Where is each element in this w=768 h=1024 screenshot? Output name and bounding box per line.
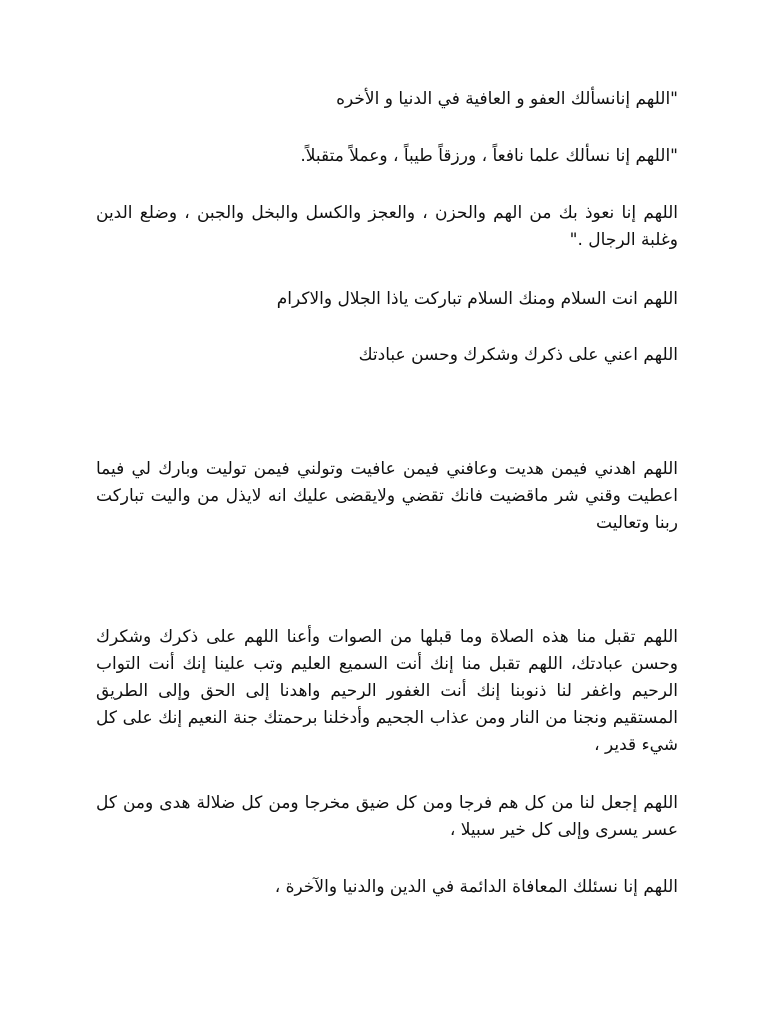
prayer-paragraph-3: اللهم إنا نعوذ بك من الهم والحزن ، والعجز والكسل والبخل والجبن ، وضلع الدين وغلبة الرجال ." (96, 203, 678, 250)
prayer-paragraph-5: اللهم اعني على ذكرك وشكرك وحسن عبادتك (358, 345, 678, 365)
prayer-paragraph-8: اللهم إجعل لنا من كل هم فرجا ومن كل ضيق مخرجا ومن كل ضلالة هدى ومن كل عسر يسرى وإلى كل خير سبيلا ، (96, 793, 678, 840)
prayer-paragraph-7: اللهم تقبل منا هذه الصلاة وما قبلها من الصوات وأعنا اللهم على ذكرك وشكرك وحسن عبادتك، اللهم تقبل منا إنك أنت السميع العليم وتب علينا إنك أنت التواب الرحيم واغفر لنا ذنوبنا إنك أنت الغفور الرحيم واهدنا إلى الحق وإلى الطريق المستقيم ونجنا من النار ومن عذاب الجحيم وأدخلنا برحمتك جنة النعيم إنك على كل شيء قدير ، (96, 627, 678, 755)
prayer-paragraph-4: اللهم انت السلام ومنك السلام تباركت ياذا الجلال والاكرام (276, 289, 678, 309)
prayer-paragraph-1: "اللهم إنانسألك العفو و العافية في الدنيا و الأخره (336, 89, 678, 109)
prayer-paragraph-9: اللهم إنا نسئلك المعافاة الدائمة في الدين والدنيا والآخرة ، (274, 877, 678, 897)
prayer-paragraph-2: "اللهم إنا نسألك علما نافعاً ، ورزقاً طيباً ، وعملاً متقبلاً. (300, 146, 678, 166)
prayer-paragraph-6: اللهم اهدني فيمن هديت وعافني فيمن عافيت وتولني فيمن توليت وبارك لي فيما اعطيت وقني شر ماقضيت فانك تقضي ولايقضى عليك انه لايذل من واليت تباركت ربنا وتعاليت (96, 459, 678, 533)
